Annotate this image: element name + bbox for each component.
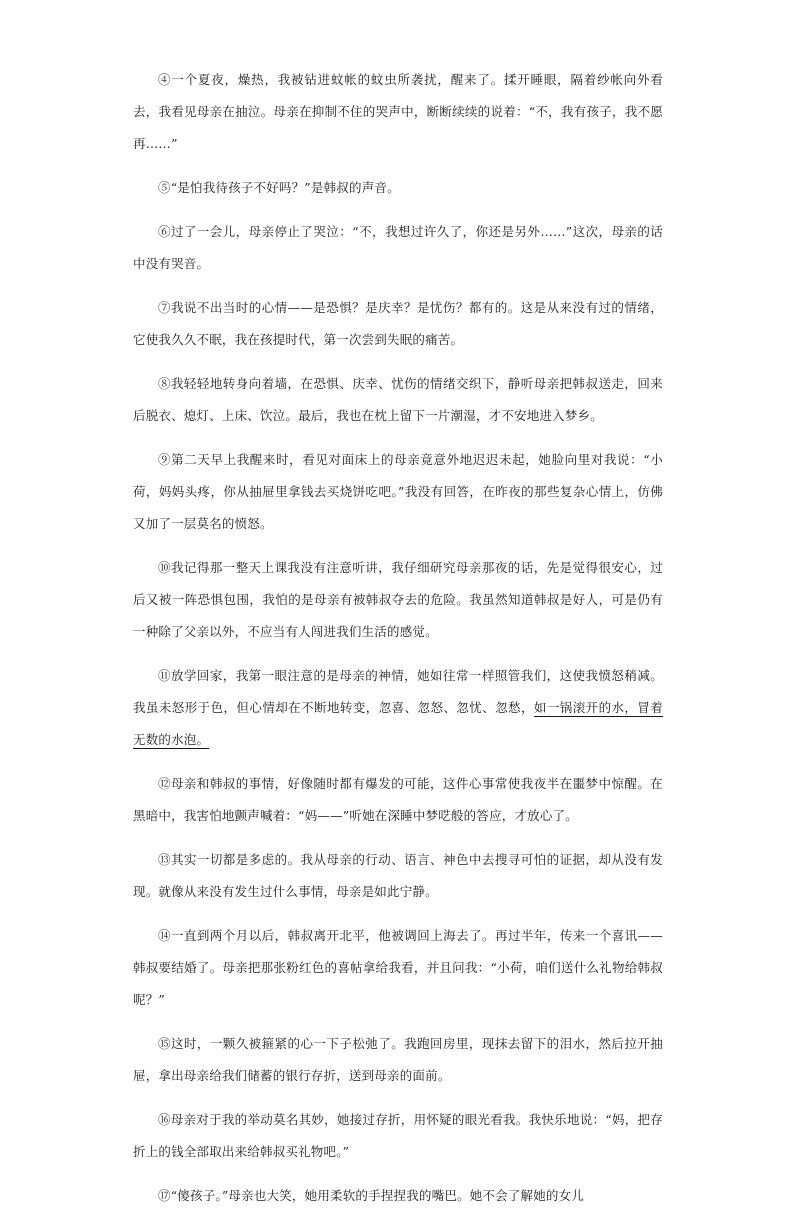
paragraph-4: ④一个夏夜，燥热，我被钻进蚊帐的蚊虫所袭扰，醒来了。揉开睡眼，隔着纱帐向外看去，我看见母亲在抽泣。母亲在抑制不住的哭声中，断断续续的说着：“不，我有孩子，我不愿再……”: [133, 72, 663, 151]
paragraph-13: ⑬其实一切都是多虑的。我从母亲的行动、语言、神色中去搜寻可怕的证据，却从没有发现。就像从来没有发生过什么事情，母亲是如此宁静。: [133, 852, 663, 899]
paragraph-11: ⑪放学回家，我第一眼注意的是母亲的神情，她如往常一样照管我们，这使我愤怒稍减。我虽未怒形于色，但心情却在不断地转变，忽喜、忽怒、忽忧、忽愁，如一锅滚开的水，冒着无数的水泡。: [133, 668, 663, 747]
underlined-sentence: 如一锅滚开的水，冒着无数的水泡。: [133, 700, 663, 747]
paragraph-17: ⑰“傻孩子。”母亲也大笑，她用柔软的手捏捏我的嘴巴。她不会了解她的女儿: [158, 1188, 585, 1203]
paragraph-15: ⑮这时，一颗久被箍紧的心一下子松弛了。我跑回房里，现抹去留下的泪水，然后拉开抽屉，拿出母亲给我们储蓄的银行存折，送到母亲的面前。: [133, 1036, 663, 1083]
paragraph-8: ⑧我轻轻地转身向着墙，在恐惧、庆幸、忧伤的情绪交织下，静听母亲把韩叔送走，回来后脱衣、熄灯、上床、饮泣。最后，我也在枕上留下一片潮湿，才不安地进入梦乡。: [133, 376, 663, 423]
paragraph-12: ⑫母亲和韩叔的事情，好像随时都有爆发的可能，这件心事常使我夜半在噩梦中惊醒。在黑暗中，我害怕地颤声喊着：“妈——”听她在深睡中梦呓般的答应，才放心了。: [133, 776, 663, 823]
document-body: [133, 64, 663, 1224]
paragraph-7: ⑦我说不出当时的心情——是恐惧？是庆幸？是忧伤？都有的。这是从来没有过的情绪，它使我久久不眠，我在孩提时代，第一次尝到失眠的痛苦。: [133, 300, 663, 347]
paragraph-16: ⑯母亲对于我的举动莫名其妙，她接过存折，用怀疑的眼光看我。我快乐地说：“妈，把存折上的钱全部取出来给韩叔买礼物吧。”: [133, 1112, 663, 1159]
paragraph-5: ⑤“是怕我待孩子不好吗？”是韩叔的声音。: [158, 180, 400, 195]
paragraph-9: ⑨第二天早上我醒来时，看见对面床上的母亲竟意外地迟迟未起，她脸向里对我说：“小荷，妈妈头疼，你从抽屉里拿钱去买烧饼吃吧。”我没有回答，在昨夜的那些复杂心情上，仿佛又加了一层莫名的愤怒。: [133, 452, 663, 531]
paragraph-14: ⑭一直到两个月以后，韩叔离开北平，他被调回上海去了。再过半年，传来一个喜讯——韩叔要结婚了。母亲把那张粉红色的喜帖拿给我看，并且问我：“小荷，咱们送什么礼物给韩叔呢？”: [133, 928, 663, 1007]
paragraph-6: ⑥过了一会儿，母亲停止了哭泣：“不，我想过许久了，你还是另外……”这次，母亲的话中没有哭音。: [133, 224, 663, 271]
paragraph-10: ⑩我记得那一整天上课我没有注意听讲，我仔细研究母亲那夜的话，先是觉得很安心，过后又被一阵恐惧包围，我怕的是母亲有被韩叔夺去的危险。我虽然知道韩叔是好人，可是仍有一种除了父亲以外，不应当有人闯进我们生活的感觉。: [133, 560, 663, 639]
